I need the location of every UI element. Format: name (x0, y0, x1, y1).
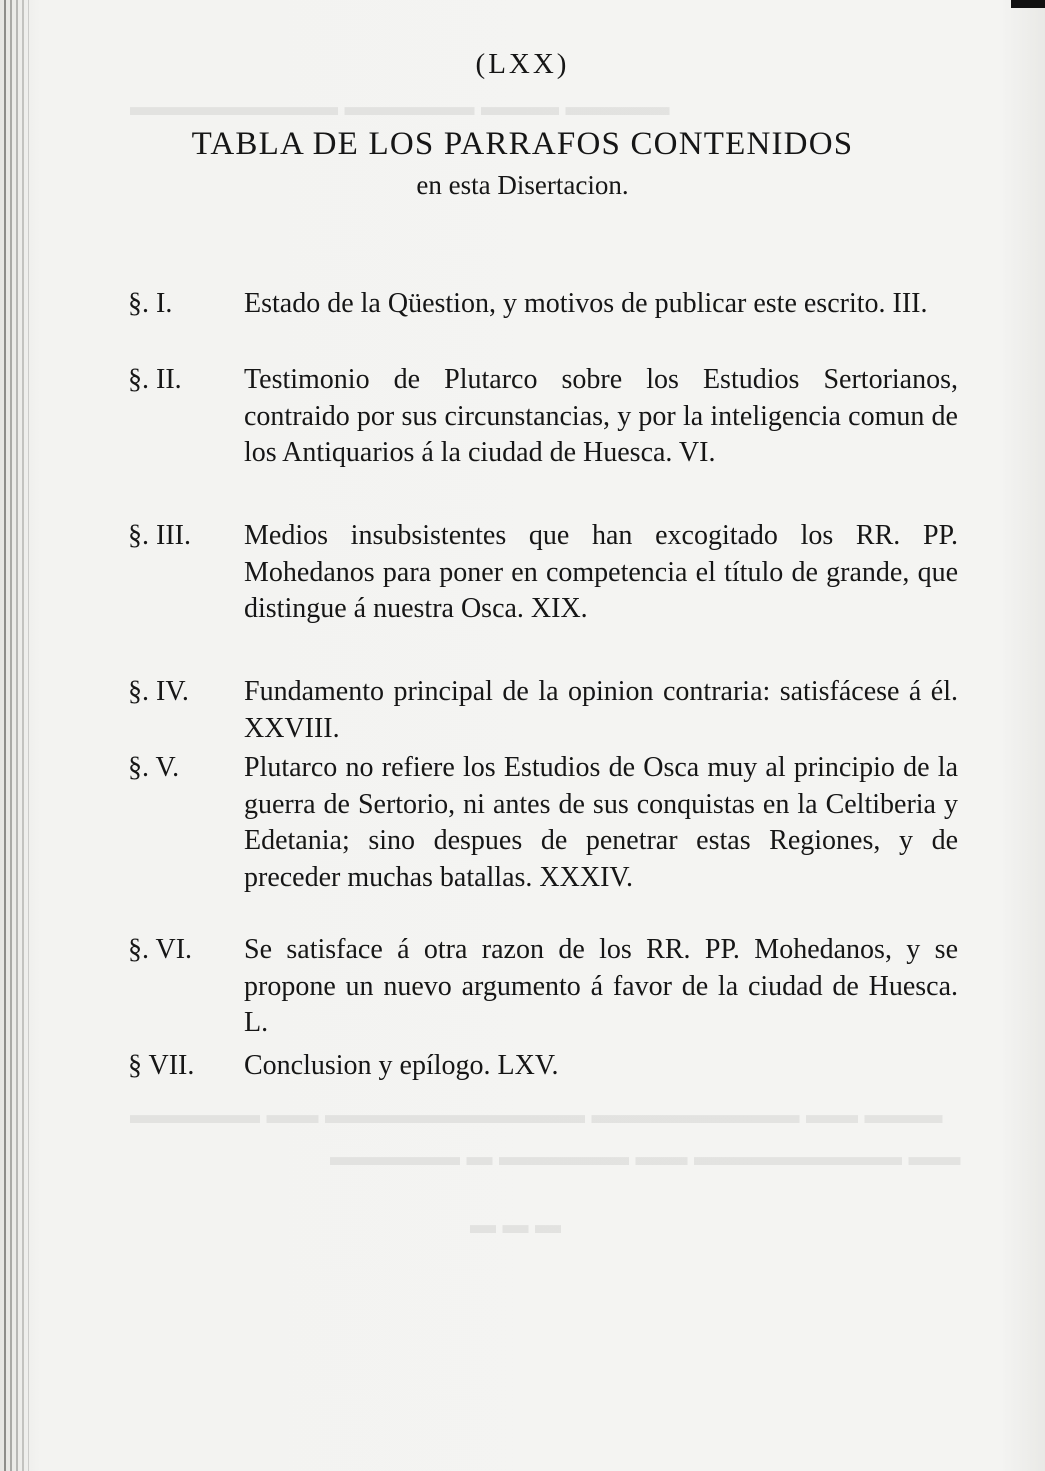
page-edge (28, 0, 29, 1471)
bleed-through: ▬▬▬ ▬▬ ▬▬▬▬▬▬▬▬ ▬▬▬▬▬▬▬▬▬▬ ▬▬ ▬▬▬▬▬ (130, 1100, 943, 1129)
page-title: TABLA DE LOS PARRAFOS CONTENIDOS (191, 126, 854, 162)
page-number: (LXX) (475, 48, 570, 80)
entry-text: Estado de la Qüestion, y motivos de publicar este escrito. III. (244, 288, 928, 319)
toc-entry (128, 932, 958, 1042)
toc-entry (128, 674, 958, 747)
section-mark: §. V. (128, 752, 180, 783)
entry-text: Conclusion y epílogo. LXV. (244, 1050, 559, 1081)
bleed-through: ▬▬▬▬ ▬▬▬ ▬▬▬▬▬ ▬▬▬▬▬▬▬▬ (130, 92, 670, 121)
page-edge (10, 0, 12, 1471)
page-edge (22, 0, 24, 1471)
page-edge (4, 0, 6, 1471)
bleed-through: ▬▬ ▬▬▬▬▬▬▬▬ ▬▬ ▬▬▬▬▬ ▬ ▬▬▬▬▬ (330, 1142, 961, 1171)
toc-entry (128, 1048, 958, 1085)
section-mark: §. II. (128, 364, 182, 395)
toc-entry (128, 362, 958, 472)
toc-entry (128, 286, 958, 323)
toc-entry (128, 518, 958, 628)
entry-text: Se satisface á otra razon de los RR. PP. Mohedanos, y se propone un nuevo argumento á favor de la ciudad de Huesca. L. (244, 934, 958, 1038)
section-mark: § VII. (128, 1050, 195, 1081)
toc-entry (128, 750, 958, 896)
page-subtitle: en esta Disertacion. (416, 170, 629, 200)
entry-text: Plutarco no refiere los Estudios de Osca muy al principio de la guerra de Sertorio, ni antes de sus conquistas en la Celtiberia y Edetania; sino despues de penetrar estas Regiones, y de preceder muchas batallas. XXXIV. (244, 752, 958, 893)
section-mark: §. IV. (128, 676, 189, 707)
page-corner-shadow (1011, 0, 1045, 8)
entry-text: Testimonio de Plutarco sobre los Estudios Sertorianos, contraido por sus circunstancias, y por la inteligencia comun de los Antiquarios á la ciudad de Huesca. VI. (244, 364, 958, 468)
entry-text: Medios insubsistentes que han excogitado los RR. PP. Mohedanos para poner en competencia el título de grande, que distingue á nuestra Osca. XIX. (244, 520, 958, 624)
section-mark: §. III. (128, 520, 191, 551)
section-mark: §. VI. (128, 934, 193, 965)
section-mark: §. I. (128, 288, 173, 319)
entry-text: Fundamento principal de la opinion contraria: satisfácese á él. XXVIII. (244, 676, 958, 744)
page-edge (16, 0, 18, 1471)
bleed-through: ▬ ▬ ▬ (470, 1210, 561, 1239)
